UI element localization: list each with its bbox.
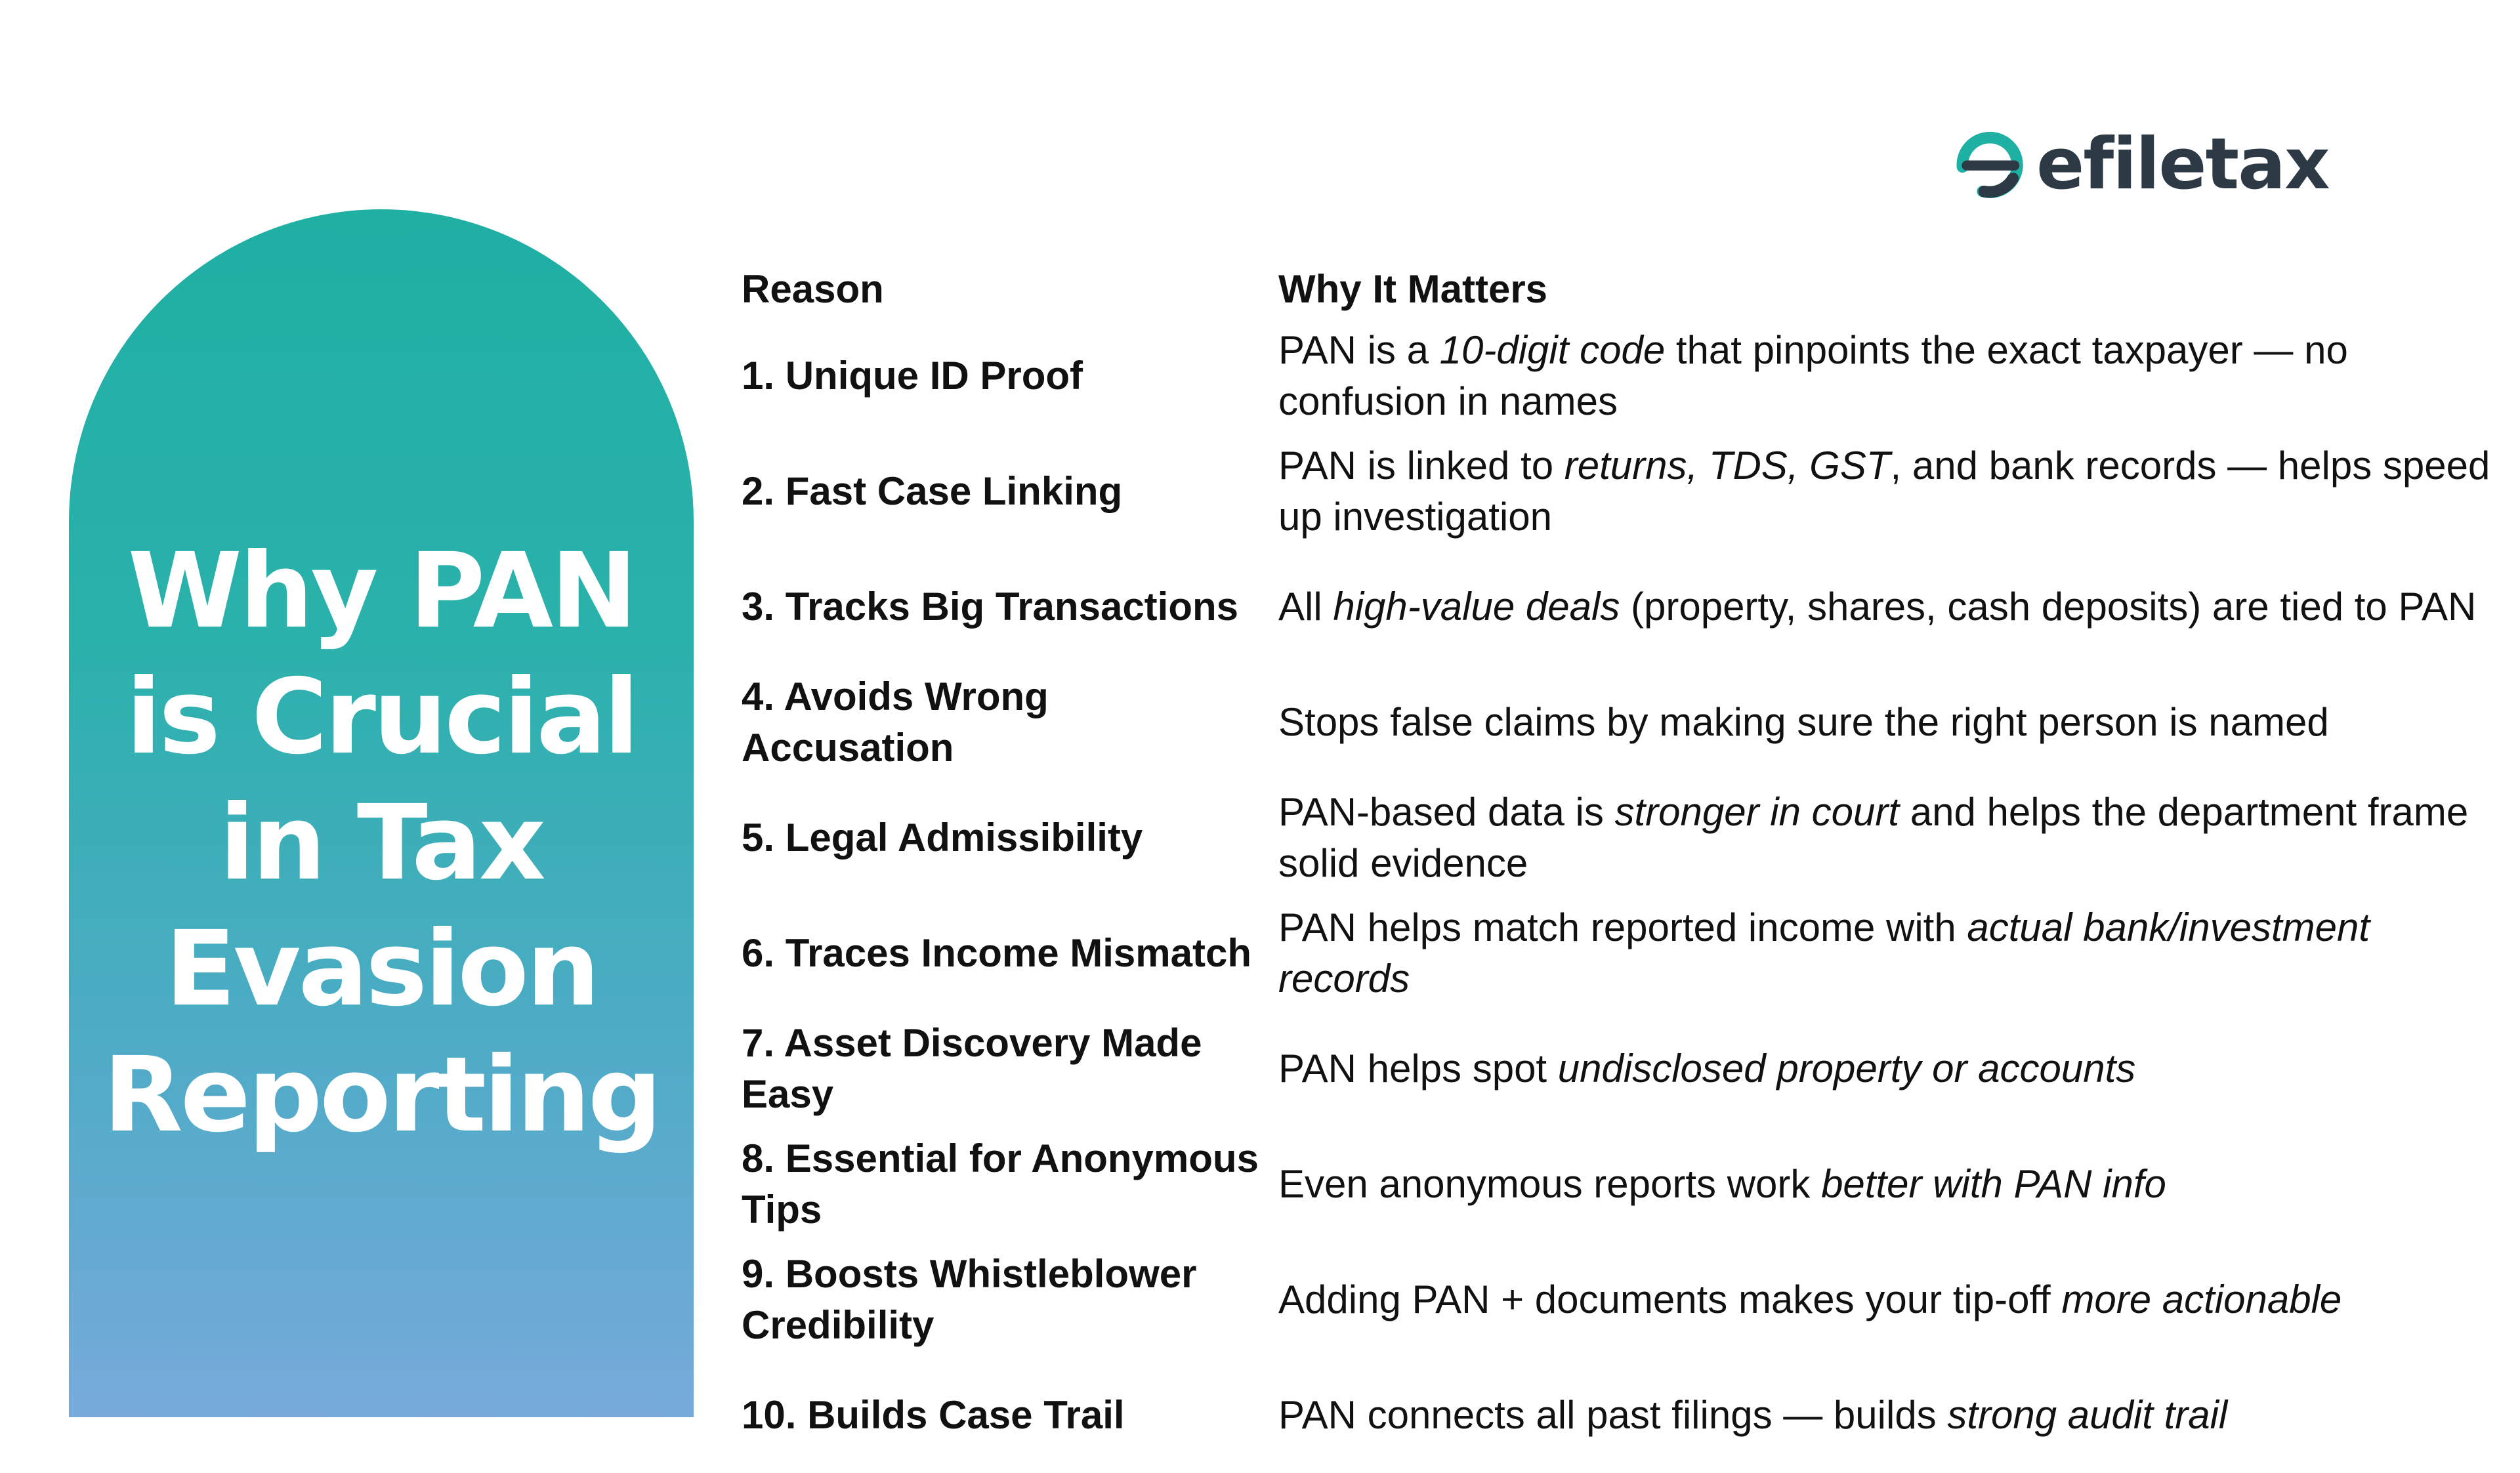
cell-text: that pinpoints the exact taxpayer — no confusion in names [1278, 328, 2348, 423]
efiletax-e-logo-icon [1952, 128, 2025, 200]
reason-cell: 8. Essential for Anonymous Tips [742, 1136, 1259, 1232]
table-row [742, 665, 2507, 780]
table-row [742, 1011, 2507, 1127]
why-it-matters-cell [1278, 902, 2507, 1005]
emphasis-text: undisclosed property or accounts [1557, 1047, 2136, 1090]
table-row [742, 1242, 2507, 1358]
emphasis-text: high-value deals [1333, 585, 1620, 629]
table-row [742, 1127, 2507, 1242]
reason-cell: 9. Boosts Whistleblower Credibility [742, 1252, 1197, 1347]
emphasis-text: stronger in court [1614, 790, 1900, 834]
cell-text: Even anonymous reports work [1278, 1162, 1822, 1206]
title-line: Reporting [103, 1035, 660, 1155]
reason-cell: 6. Traces Income Mismatch [742, 931, 1252, 975]
why-it-matters-cell [1278, 1159, 2507, 1210]
why-it-matters-cell [1278, 1043, 2507, 1094]
slide-title [69, 528, 694, 1158]
reason-cell: 10. Builds Case Trail [742, 1393, 1125, 1437]
cell-text: (property, shares, cash deposits) are tied to PAN [1620, 585, 2477, 629]
why-it-matters-cell [1278, 1390, 2507, 1441]
emphasis-text: actual bank/investment records [1278, 905, 2370, 1001]
table-row [742, 318, 2507, 434]
emphasis-text: better with PAN info [1821, 1162, 2166, 1206]
cell-text: Adding PAN + documents makes your tip-off [1278, 1277, 2062, 1321]
logo-wordmark: efiletax [2036, 123, 2329, 205]
table-row [742, 780, 2507, 896]
reason-cell: 7. Asset Discovery Made Easy [742, 1021, 1202, 1116]
title-line: is Crucial [125, 657, 637, 778]
emphasis-text: more actionable [2061, 1277, 2342, 1321]
cell-text: PAN-based data is [1278, 790, 1615, 834]
cell-text: PAN helps spot [1278, 1047, 1558, 1090]
why-it-matters-cell [1278, 697, 2507, 748]
reason-cell: 4. Avoids Wrong Accusation [742, 674, 1049, 770]
table-row [742, 434, 2507, 549]
reason-cell: 3. Tracks Big Transactions [742, 585, 1239, 629]
why-it-matters-cell [1278, 787, 2507, 889]
efiletax-logo [1952, 121, 2329, 207]
table-row [742, 1358, 2507, 1473]
title-line: in Tax [219, 783, 543, 903]
why-it-matters-cell [1278, 1274, 2507, 1325]
header-reason: Reason [742, 266, 884, 311]
cell-text: PAN connects all past filings — builds [1278, 1393, 1948, 1437]
reason-cell: 1. Unique ID Proof [742, 354, 1083, 398]
cell-text: PAN is linked to [1278, 444, 1564, 488]
emphasis-text: returns, TDS, GST [1564, 444, 1891, 488]
cell-text: and helps the department frame solid evidence [1278, 790, 2469, 885]
why-it-matters-cell [1278, 325, 2507, 427]
reason-cell: 5. Legal Admissibility [742, 816, 1143, 860]
why-it-matters-cell [1278, 581, 2507, 633]
cell-text: All [1278, 585, 1334, 629]
cell-text: Stops false claims by making sure the right person is named [1278, 700, 2329, 744]
table-row [742, 549, 2507, 665]
table-header-row [742, 259, 2507, 318]
cell-text: PAN is a [1278, 328, 1440, 372]
reasons-table [742, 259, 2507, 1473]
emphasis-text: strong audit trail [1947, 1393, 2228, 1437]
table-row [742, 896, 2507, 1011]
cell-text: , and bank records — helps speed up investigation [1278, 444, 2490, 539]
title-line: Why PAN [127, 531, 635, 652]
title-line: Evasion [165, 909, 598, 1029]
emphasis-text: 10-digit code [1439, 328, 1666, 372]
cell-text: PAN helps match reported income with [1278, 905, 1967, 949]
header-why-it-matters: Why It Matters [1278, 266, 1548, 311]
why-it-matters-cell [1278, 440, 2507, 543]
reason-cell: 2. Fast Case Linking [742, 469, 1123, 513]
